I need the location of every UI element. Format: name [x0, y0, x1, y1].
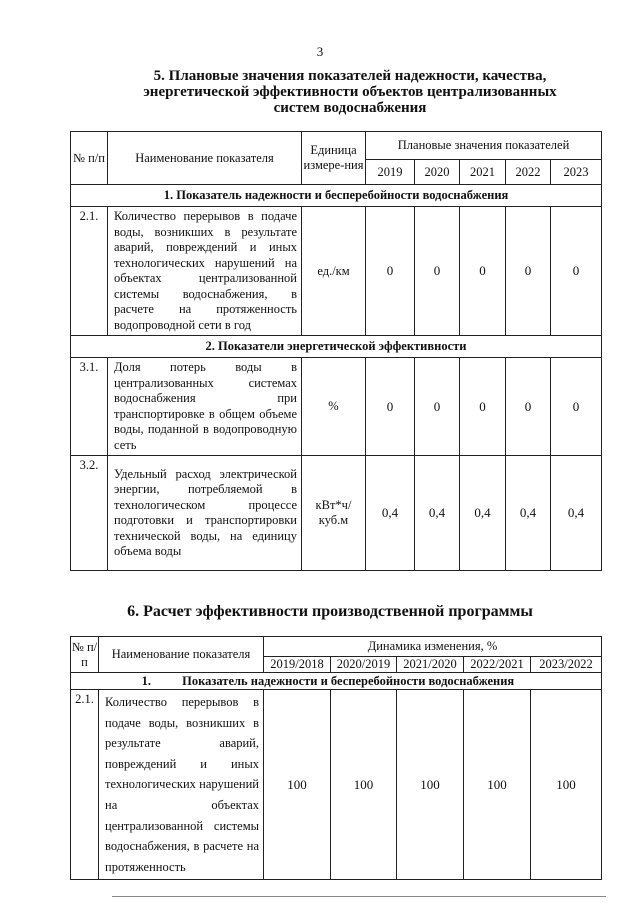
page-bottom-rule [112, 896, 606, 897]
header-year: 2019 [366, 160, 415, 185]
header-period: 2019/2018 [264, 657, 331, 673]
header-indicator-name: Наименование показателя [108, 132, 302, 185]
value-cell: 0 [506, 207, 551, 336]
efficiency-table [70, 636, 602, 880]
value-cell: 0 [551, 358, 602, 456]
section-6-title: 6. Расчет эффективности производственной программы [127, 603, 533, 620]
header-num: № п/п [71, 637, 99, 673]
section-5-title-line-3: систем водоснабжения [273, 100, 427, 116]
header-indicator-name: Наименование показателя [99, 637, 264, 673]
value-cell: 100 [464, 690, 531, 880]
value-cell: 0,4 [415, 456, 460, 571]
header-dynamics: Динамика изменения, % [264, 637, 602, 657]
indicator-name: Количество перерывов в подаче воды, возникших в результате аварий, повреждений и иных технологических нарушений на объектах централизованной системы водоснабжения, в расчете на протяженность [99, 690, 264, 880]
section-5-title-line-1: 5. Плановые значения показателей надежности, качества, [153, 68, 547, 84]
header-year: 2020 [415, 160, 460, 185]
value-cell: 100 [264, 690, 331, 880]
value-cell: 0,4 [551, 456, 602, 571]
group-title-energy: 2. Показатели энергетической эффективности [71, 336, 602, 358]
value-cell: 0 [415, 358, 460, 456]
value-cell: 100 [397, 690, 464, 880]
header-period: 2023/2022 [531, 657, 602, 673]
header-year: 2022 [506, 160, 551, 185]
unit-cell: кВт*ч/ куб.м [302, 456, 366, 571]
unit-cell: % [302, 358, 366, 456]
value-cell: 0,4 [366, 456, 415, 571]
group-title-row [71, 673, 602, 690]
group-num: 1. [141, 673, 151, 688]
value-cell: 0 [366, 358, 415, 456]
header-period: 2020/2019 [331, 657, 397, 673]
header-unit: Единица измере-ния [302, 132, 366, 185]
header-planned-values: Плановые значения показателей [366, 132, 602, 160]
value-cell: 0 [415, 207, 460, 336]
value-cell: 0,4 [506, 456, 551, 571]
section-5-title-line-2: энергетической эффективности объектов централизованных [143, 84, 557, 100]
header-year: 2021 [460, 160, 506, 185]
value-cell: 100 [531, 690, 602, 880]
value-cell: 0 [366, 207, 415, 336]
unit-cell: ед./км [302, 207, 366, 336]
indicator-name: Доля потерь воды в централизованных системах водоснабжения при транспортировке в общем объеме воды, поданной в водопроводную сеть [108, 358, 302, 456]
planned-values-table [70, 131, 602, 571]
group-title: Показатель надежности и бесперебойности водоснабжения [182, 673, 515, 688]
value-cell: 100 [331, 690, 397, 880]
group-title-reliability: 1. Показатель надежности и бесперебойности водоснабжения [71, 185, 602, 207]
indicator-name: Удельный расход электрической энергии, потребляемой в технологическом процессе подготовки и транспортировки технической воды, на единицу объема воды [108, 456, 302, 571]
value-cell: 0 [460, 358, 506, 456]
header-year: 2023 [551, 160, 602, 185]
page-number: 3 [316, 44, 324, 59]
row-num: 2.1. [71, 207, 108, 336]
header-period: 2021/2020 [397, 657, 464, 673]
value-cell: 0 [551, 207, 602, 336]
row-num: 3.1. [71, 358, 108, 456]
value-cell: 0,4 [460, 456, 506, 571]
value-cell: 0 [506, 358, 551, 456]
header-num: № п/п [71, 132, 108, 185]
row-num: 3.2. [71, 456, 108, 571]
header-period: 2022/2021 [464, 657, 531, 673]
section-5-title [90, 68, 610, 116]
row-num: 2.1. [71, 690, 99, 880]
value-cell: 0 [460, 207, 506, 336]
indicator-name: Количество перерывов в подаче воды, возникших в результате аварий, повреждений и иных технологических нарушений на объектах централизованной системы водоснабжения, в расчете на протяженность водопроводной сети в год [108, 207, 302, 336]
